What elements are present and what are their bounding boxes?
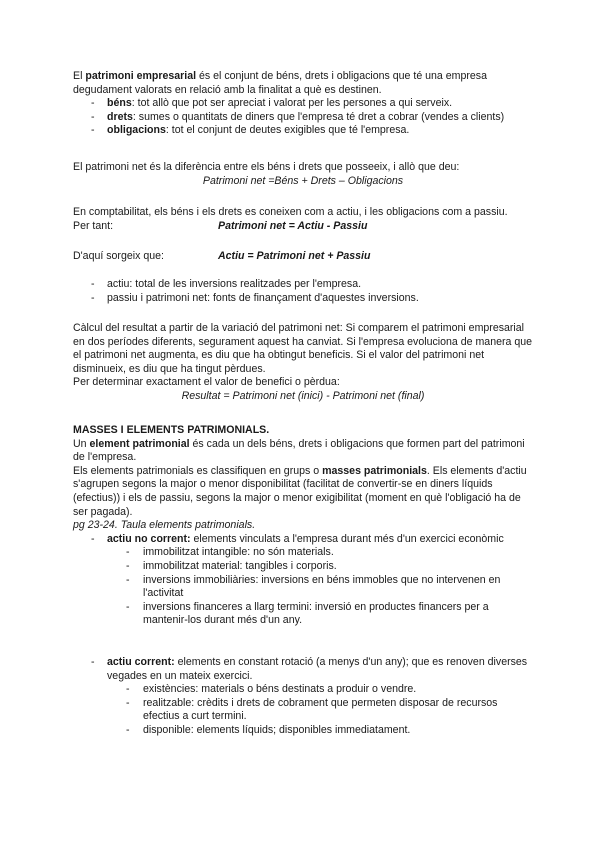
sub-list-item: - immobilitzat intangible: no són materials.: [126, 546, 334, 559]
resultat-formula: Resultat = Patrimoni net (inici) - Patrimoni net (final): [181, 389, 425, 402]
net-text: El patrimoni net és la diferència entre els béns i drets que posseeix, i allò que deu:: [73, 161, 460, 173]
sub-list-item: - inversions immobiliàries: inversions en béns immobles que no intervenen en l'activitat: [126, 573, 501, 600]
list-item: - obligacions: tot el conjunt de deutes exigibles que té l'empresa.: [91, 124, 410, 137]
no-corrent-list: [73, 533, 533, 628]
list-item: - passiu i patrimoni net: fonts de finançament d'aquestes inversions.: [91, 291, 419, 304]
resultat-block: [73, 322, 533, 404]
masses-p2: Els elements patrimonials es classifiquen en grups o masses patrimonials. Els elements d'actiu s'agrupen segons la major o menor disponibilitat (facilitat de convertir-se en diners líquids (efectius)) i els de passiu, segons la major o menor exigibilitat (moment en què l'obligació ha de ser pagada).: [73, 464, 527, 518]
list-item: - actiu no corrent: elements vinculats a l'empresa durant més d'un exercici econòmic: [91, 532, 504, 545]
corrent-block: [73, 656, 533, 738]
comptab-line2: [73, 220, 533, 234]
sub-list-item: - existències: materials o béns destinats a produir o vendre.: [126, 683, 417, 696]
list-item: - actiu corrent: elements en constant rotació (a menys d'un any); que es renoven diverses vegades en un mateix exercici.: [91, 656, 528, 682]
comptab-line1: En comptabilitat, els béns i els drets es coneixen com a actiu, i les obligacions com a passiu.: [73, 206, 508, 218]
line3-label: D'aquí sorgeix que:: [73, 250, 164, 262]
masses-ref: pg 23-24. Taula elements patrimonials.: [73, 519, 256, 532]
sub-list-item: - immobilitzat material: tangibles i corporis.: [126, 559, 337, 572]
sub-list-item: - disponible: elements líquids; disponibles immediatament.: [126, 723, 411, 736]
masses-block: [73, 424, 533, 628]
masses-p1: Un element patrimonial és cada un dels béns, drets i obligacions que formen part del patrimoni de l'empresa.: [73, 437, 525, 464]
comptab-line3: [73, 250, 533, 264]
net-block: [73, 161, 533, 188]
corrent-list: [73, 656, 533, 738]
resultat-text: Càlcul del resultat a partir de la variació del patrimoni net: Si comparem el patrimoni empresarial en dos períodes diferents, segurament aquest ha canviat. Si l'empresa evoluciona de manera que el patrimoni net augmenta, es diu que ha obtingut beneficis. Si el valor del patrimoni net disminueix, es diu que ha tingut pèrdues.: [73, 322, 533, 375]
net-formula: Patrimoni net =Béns + Drets – Obligacions: [202, 174, 404, 187]
line3-formula: Actiu = Patrimoni net + Passiu: [218, 250, 371, 262]
comptab-block: [73, 206, 533, 233]
section-heading: MASSES I ELEMENTS PATRIMONIALS.: [73, 424, 270, 436]
actiu-passiu-block: [73, 278, 533, 305]
resultat-text2: Per determinar exactament el valor de benefici o pèrdua:: [73, 376, 340, 389]
intro-block: [73, 70, 533, 138]
list-item: - béns: tot allò que pot ser apreciat i valorat per les persones a qui serveix.: [91, 97, 453, 110]
sub-list-item: - inversions financeres a llarg termini: inversió en productes financers per a mantenir-los durant més d'un any.: [126, 600, 489, 627]
line2-formula: Patrimoni net = Actiu - Passiu: [218, 219, 368, 232]
line2-label: Per tant:: [73, 219, 114, 232]
list-item: - drets: sumes o quantitats de diners que l'empresa té dret a cobrar (vendes a clients): [91, 110, 505, 123]
list-item: - actiu: total de les inversions realitzades per l'empresa.: [91, 278, 362, 290]
sub-list-item: - realitzable: crèdits i drets de cobrament que permeten disposar de recursos efectius a curt termini.: [126, 696, 498, 723]
intro-list: [73, 97, 533, 138]
intro-paragraph: El patrimoni empresarial és el conjunt de béns, drets i obligacions que té una empresa degudament valorats en relació amb la finalitat a què es destinen.: [73, 70, 487, 96]
